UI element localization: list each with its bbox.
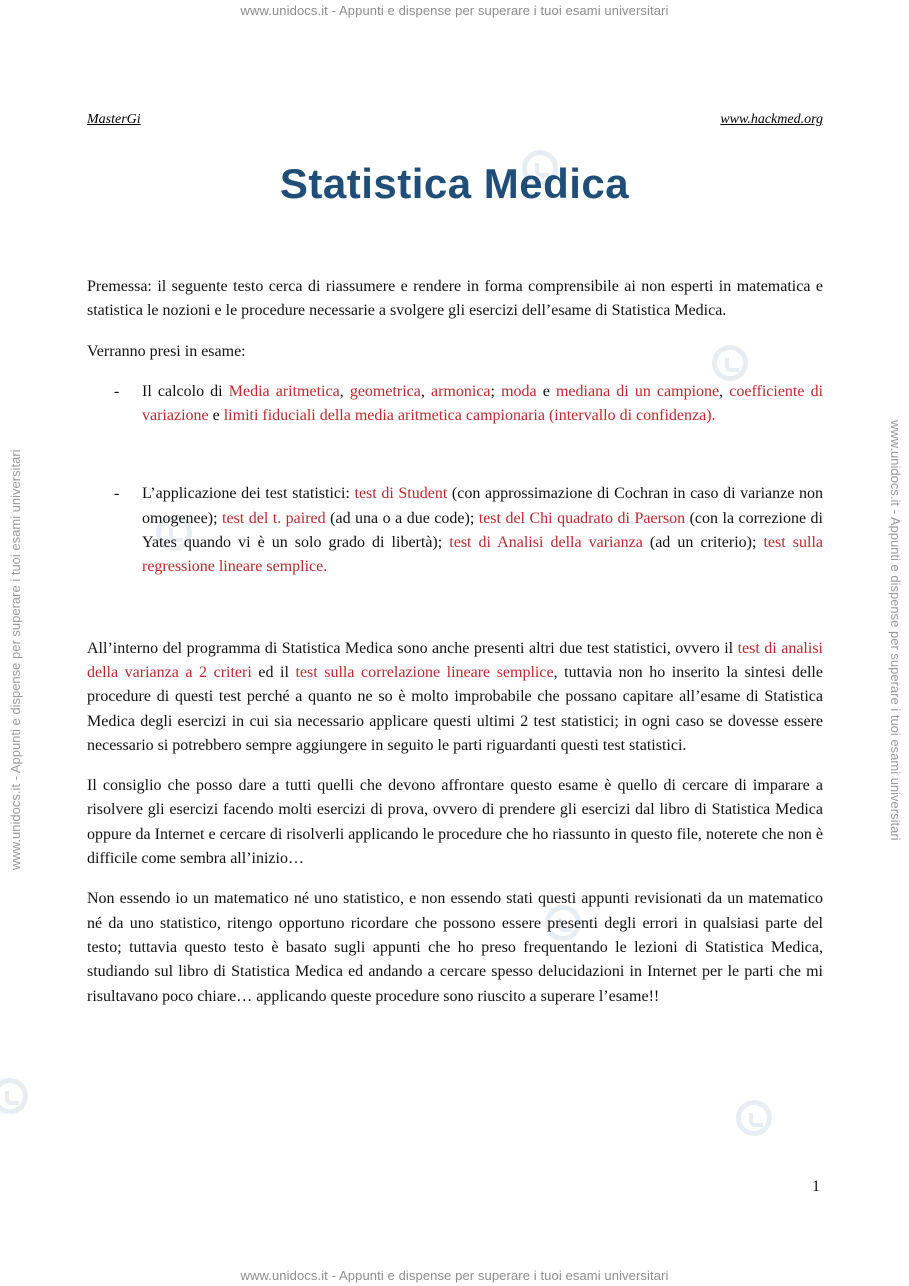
watermark-side-left: www.unidocs.it - Appunti e dispense per superare i tuoi esami universitari (8, 449, 23, 870)
term-highlight: test di Analisi della varianza (449, 534, 643, 552)
watermark-logo-icon (0, 1078, 28, 1114)
text-span: ; (490, 382, 502, 400)
text-span: (ad una o a due code); (325, 509, 479, 527)
site-link[interactable]: www.hackmed.org (720, 112, 823, 127)
body-paragraph: Non essendo io un matematico né uno statistico, e non essendo stati questi appunti revisionati da un matematico né da uno statistico, ritengo opportuno ricordare che possono essere presenti degli errori in qualsiasi parte del testo; tuttavia questo testo è basato sugli appunti che ho preso frequentando le lezioni di Statistica Medica, studiando sul libro di Statistica Medica ed andando a cercare spesso delucidazioni in Internet per le parti che mi risultavano poco chiare… applicando queste procedure sono riuscito a superare l’esame!! (87, 890, 823, 1005)
term-highlight: limiti fiduciali della media aritmetica campionaria (intervallo di confidenza). (223, 407, 716, 425)
list-dash: - (114, 382, 120, 400)
intro-paragraph: Premessa: il seguente testo cerca di riassumere e rendere in forma comprensibile ai non esperti in matematica e statistica le nozioni e le procedure necessarie a svolgere gli esercizi dell’esame di Statistica Medica. (87, 278, 823, 320)
text-span: ed il (251, 663, 296, 681)
page-title: Statistica Medica (279, 160, 630, 207)
text-span: e (536, 382, 556, 400)
term-highlight: test sulla correlazione lineare semplice (295, 663, 554, 681)
term-highlight: test del t. paired (222, 509, 326, 527)
watermark-banner-bottom: www.unidocs.it - Appunti e dispense per superare i tuoi esami universitari (240, 1268, 669, 1283)
term-highlight: moda (501, 382, 537, 400)
watermark-side-right: www.unidocs.it - Appunti e dispense per superare i tuoi esami universitari (888, 420, 903, 841)
text-span: e (208, 407, 224, 425)
text-span: Il calcolo di (142, 382, 229, 400)
watermark-banner-top: www.unidocs.it - Appunti e dispense per superare i tuoi esami universitari (240, 3, 669, 18)
author-name: MasterGi (87, 112, 141, 127)
term-highlight: coefficiente di variazione (142, 382, 824, 425)
body-paragraph: Il consiglio che posso dare a tutti quelli che devono affrontare questo esame è quello di cercare di imparare a risolvere gli esercizi facendo molti esercizi di prova, ovvero di prendere gli esercizi dal libro di Statistica Medica oppure da Internet e cercare di risolverli applicando le procedure che ho riassunto in questo file, noterete che non è difficile come sembra all’inizio… (87, 777, 823, 868)
term-highlight: mediana di un campione (555, 382, 720, 400)
term-highlight: test di analisi della varianza a 2 criteri (87, 639, 823, 681)
text-span: All’interno del programma di Statistica Medica sono anche presenti altri due test statistici, ovvero il (87, 639, 738, 657)
text-span: , (420, 382, 431, 400)
text-span: (ad un criterio); (642, 534, 764, 552)
text-span: , (339, 382, 350, 400)
list-item (87, 482, 823, 579)
term-highlight: geometrica (349, 382, 421, 400)
text-span: (con la correzione di Yates quando vi è un solo grado di libertà); (142, 509, 823, 552)
watermark-logo-icon (736, 1100, 772, 1136)
text-span: , (719, 382, 730, 400)
term-highlight: Media aritmetica (228, 382, 340, 400)
list-item (87, 380, 823, 429)
examined-label: Verranno presi in esame: (87, 342, 246, 360)
document-body (87, 275, 823, 1009)
body-paragraph (87, 637, 823, 758)
list-dash: - (114, 485, 120, 503)
page-number: 1 (812, 1178, 820, 1195)
text-span: (con approssimazione di Cochran in caso di varianze non omogenee); (142, 485, 823, 527)
text-span: , tuttavia non ho inserito la sintesi delle procedure di questi test perché a quanto ne so è molto improbabile che possano capitare all’esame di Statistica Medica degli esercizi in cui sia necessario applicare questi ultimi 2 test statistici; in ogni caso se dovesse essere necessario si potrebbero sempre aggiungere in seguito le parti riguardanti questi test statistici. (87, 663, 823, 754)
text-span: L’applicazione dei test statistici: (142, 485, 355, 503)
term-highlight: test di Student (354, 485, 448, 503)
term-highlight: test sulla regressione lineare semplice. (142, 534, 823, 576)
term-highlight: test del Chi quadrato di Paerson (478, 509, 686, 527)
term-highlight: armonica (431, 382, 491, 400)
